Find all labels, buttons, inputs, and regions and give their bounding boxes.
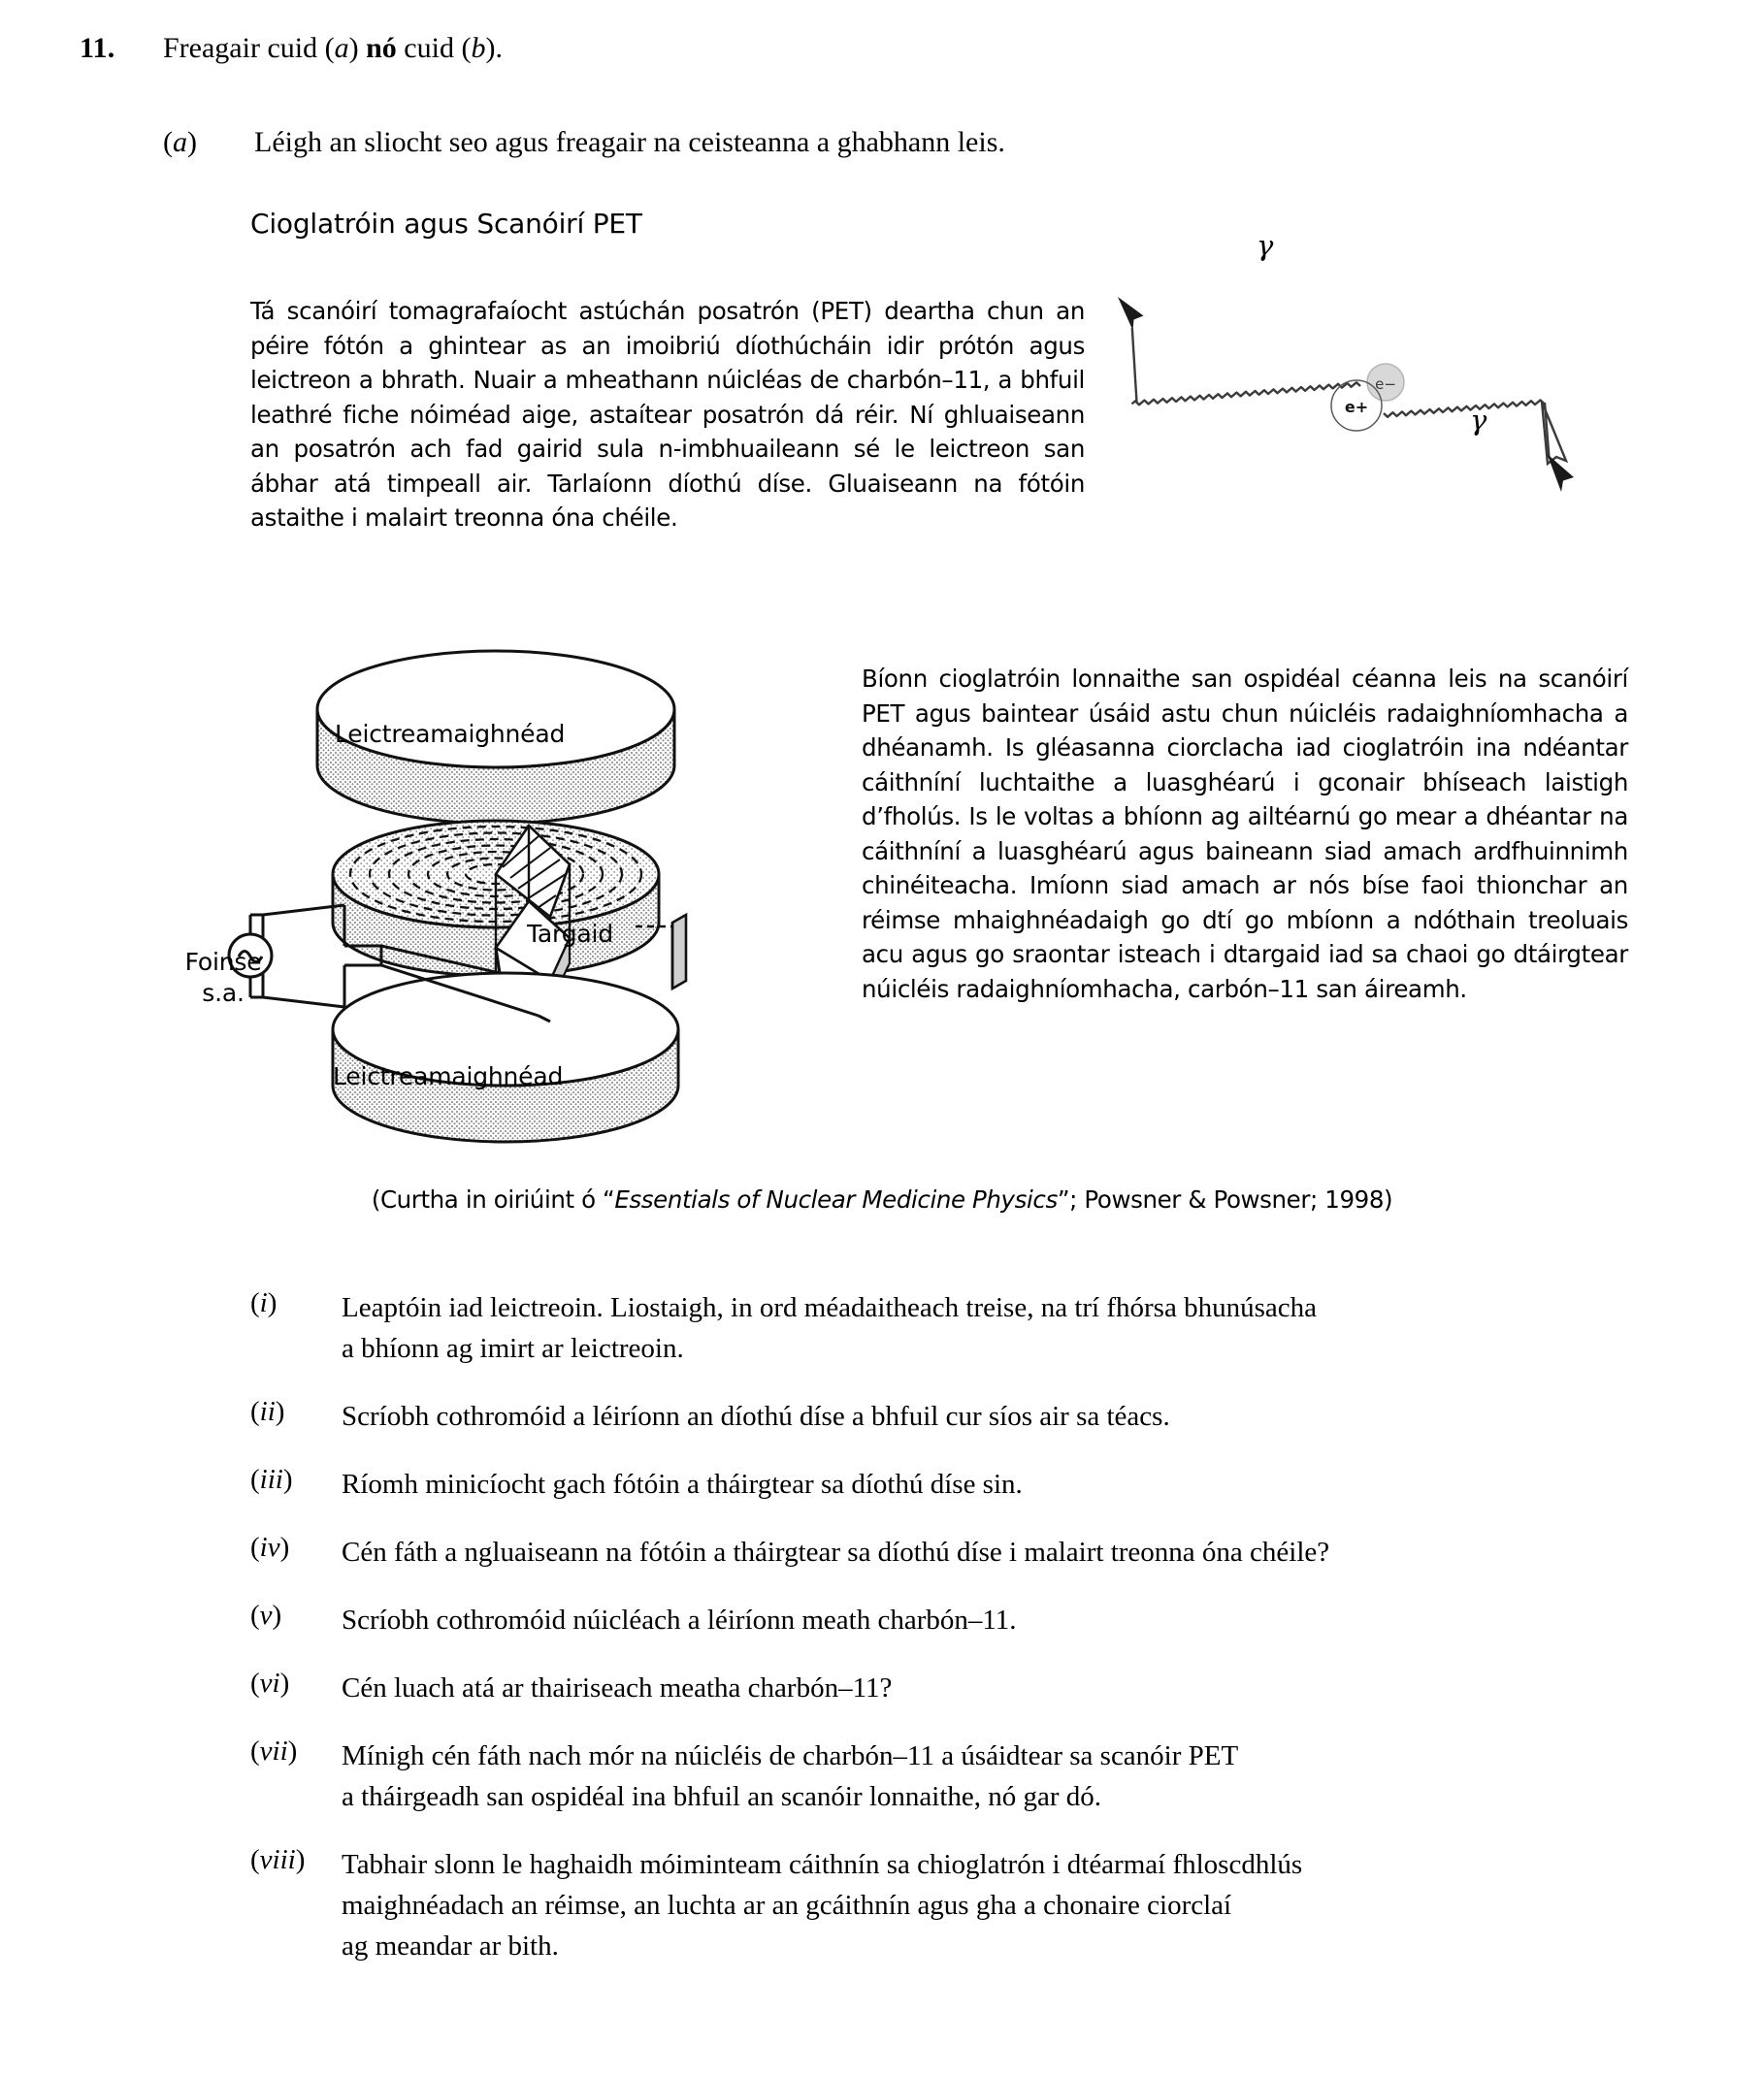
positron-label: e+ bbox=[1344, 398, 1369, 416]
roman-numeral: ii bbox=[259, 1396, 276, 1427]
list-item bbox=[0, 1287, 1764, 1369]
list-item bbox=[0, 1668, 1764, 1708]
electromagnet-bottom-label: Leictreamaighnéad bbox=[333, 1062, 564, 1090]
ac-source-label bbox=[165, 947, 281, 1009]
target-label: Targaid bbox=[527, 920, 613, 948]
electron-label: e− bbox=[1375, 375, 1396, 393]
subquestion-label-ii: (ii) bbox=[250, 1396, 285, 1427]
gamma-ray-upper-left bbox=[1118, 297, 1360, 405]
subquestion-text-iii bbox=[342, 1464, 1638, 1505]
line: Ríomh minicíocht gach fótóin a tháirgtear sa díothú díse sin. bbox=[342, 1469, 1023, 1500]
instruction-option-b: b bbox=[471, 32, 486, 64]
line: Cén luach atá ar thairiseach meatha charbón–11? bbox=[342, 1672, 893, 1704]
gamma-label-2: γ bbox=[1470, 404, 1487, 437]
subquestion-text-viii bbox=[342, 1844, 1638, 1966]
subquestion-label-v: (v) bbox=[250, 1600, 282, 1631]
line: Leaptóin iad leictreoin. Liostaigh, in ord méadaitheach treise, na trí fhórsa bhunúsacha bbox=[342, 1292, 1317, 1323]
instruction-option-a: a bbox=[334, 32, 349, 64]
list-item bbox=[0, 1532, 1764, 1573]
list-item bbox=[0, 1600, 1764, 1640]
subquestion-label-iii: (iii) bbox=[250, 1464, 293, 1495]
roman-numeral: viii bbox=[259, 1844, 296, 1875]
subquestion-label-viii: (viii) bbox=[250, 1844, 306, 1875]
line: Scríobh cothromóid núicléach a léiríonn meath charbón–11. bbox=[342, 1605, 1017, 1636]
ac-source-label-line2: s.a. bbox=[202, 979, 245, 1007]
line: Mínigh cén fáth nach mór na núicléis de charbón–11 a úsáidtear sa scanóir PET bbox=[342, 1740, 1239, 1771]
attribution-post: ”; Powsner & Powsner; 1998) bbox=[1057, 1185, 1393, 1214]
part-a-instruction: Léigh an sliocht seo agus freagair na ceisteanna a ghabhann leis. bbox=[254, 126, 1005, 158]
attribution-book-title: Essentials of Nuclear Medicine Physics bbox=[614, 1185, 1058, 1214]
roman-numeral: i bbox=[259, 1287, 268, 1318]
list-item bbox=[0, 1464, 1764, 1505]
subquestion-label-i: (i) bbox=[250, 1287, 278, 1318]
roman-numeral: iii bbox=[259, 1464, 283, 1495]
cyclotron-svg bbox=[209, 635, 830, 1179]
line: Scríobh cothromóid a léiríonn an díothú díse a bhfuil cur síos air sa téacs. bbox=[342, 1401, 1170, 1432]
subquestion-text-vii bbox=[342, 1736, 1638, 1817]
source-attribution bbox=[0, 1185, 1764, 1214]
positron-particle bbox=[1331, 380, 1382, 431]
subquestion-text-iv bbox=[342, 1532, 1638, 1573]
list-item bbox=[0, 1844, 1764, 1966]
subquestion-text-vi bbox=[342, 1668, 1638, 1708]
line: a bhíonn ag imirt ar leictreoin. bbox=[342, 1333, 684, 1364]
line: Tabhair slonn le haghaidh móiminteam cáithnín sa chioglatrón i dtéarmaí fhloscdhlús bbox=[342, 1849, 1303, 1880]
roman-numeral: vi bbox=[259, 1668, 280, 1699]
electromagnet-top-label: Leictreamaighnéad bbox=[335, 720, 566, 748]
gamma-label-1: γ bbox=[1257, 229, 1274, 262]
subquestion-list bbox=[0, 1287, 1764, 1994]
passage-paragraph-1: Tá scanóirí tomagrafaíocht astúchán posatrón (PET) deartha chun an péire fótón a ghintear as an imoibriú díothúcháin idir prótón agus leictreon a bhrath. Nuair a mheathann núicléas de charbón–11, a bhfuil leathré fiche nóiméad aige, astaítear posatrón dá réir. Ní ghluaiseann an posatrón ach fad gairid sula n-imbhuaileann sé le leictreon san ábhar atá timpeall air. Tarlaíonn díothú díse. Gluaiseann na fótóin astaithe i malairt treonna óna chéile. bbox=[250, 297, 1085, 532]
subquestion-text-i bbox=[342, 1287, 1638, 1369]
passage-paragraph-2: Bíonn cioglatróin lonnaithe san ospidéal céanna leis na scanóirí PET agus baintear úsáid astu chun núicléis radaighníomhacha a dhéanamh. Is gléasanna ciorclacha iad cioglatróin ina ndéantar cáithníní luchtaithe a luasghéarú i gconair bhíseach laistigh d’fholús. Is le voltas a bhíonn ag ailtéarnú go mear a dhéantar na cáithníní a luasghéarú agus baineann siad amach ardfhuinnimh chinéiteacha. Imíonn siad amach ar nós bíse faoi thionchar an réimse mhaighnéadaigh go dtí go mbíonn a ndóthain treoluais acu agus go sraontar isteach i dtargaid iad sa chaoi go dtáirgtear núicléis radaighníomhacha, carbón–11 san áireamh. bbox=[862, 665, 1628, 1003]
subquestion-label-iv: (iv) bbox=[250, 1532, 290, 1563]
list-item bbox=[0, 1396, 1764, 1437]
ac-source-label-line1: Foinse bbox=[184, 948, 262, 976]
part-a-label: (a) bbox=[163, 126, 197, 158]
cyclotron-diagram bbox=[184, 635, 830, 1179]
question-number: 11. bbox=[80, 32, 115, 64]
annihilation-diagram bbox=[1096, 204, 1620, 592]
instruction-or: nó bbox=[366, 32, 397, 64]
roman-numeral: vii bbox=[259, 1736, 288, 1767]
list-item bbox=[0, 1736, 1764, 1817]
line: a tháirgeadh san ospidéal ina bhfuil an scanóir lonnaithe, nó gar dó. bbox=[342, 1781, 1102, 1812]
line: Cén fáth a ngluaiseann na fótóin a tháirgtear sa díothú díse i malairt treonna óna chéile? bbox=[342, 1537, 1330, 1568]
question-instruction: Freagair cuid (a) nó cuid (b). bbox=[163, 32, 503, 64]
electromagnet-bottom bbox=[333, 973, 678, 1142]
line: maighnéadach an réimse, an luchta ar an gcáithnín agus gha a chonaire ciorclaí bbox=[342, 1890, 1232, 1921]
annihilation-svg bbox=[1096, 204, 1620, 592]
roman-numeral: iv bbox=[259, 1532, 280, 1563]
instruction-pre: Freagair cuid bbox=[163, 32, 325, 64]
instruction-post: cuid bbox=[404, 32, 462, 64]
passage-title: Cioglatróin agus Scanóirí PET bbox=[250, 208, 642, 240]
subquestion-label-vii: (vii) bbox=[250, 1736, 298, 1767]
roman-numeral: v bbox=[259, 1600, 273, 1631]
attribution-pre: (Curtha in oiriúint ó “ bbox=[371, 1185, 615, 1214]
subquestion-label-vi: (vi) bbox=[250, 1668, 290, 1699]
subquestion-text-v bbox=[342, 1600, 1638, 1640]
line: ag meandar ar bith. bbox=[342, 1931, 559, 1962]
subquestion-text-ii bbox=[342, 1396, 1638, 1437]
